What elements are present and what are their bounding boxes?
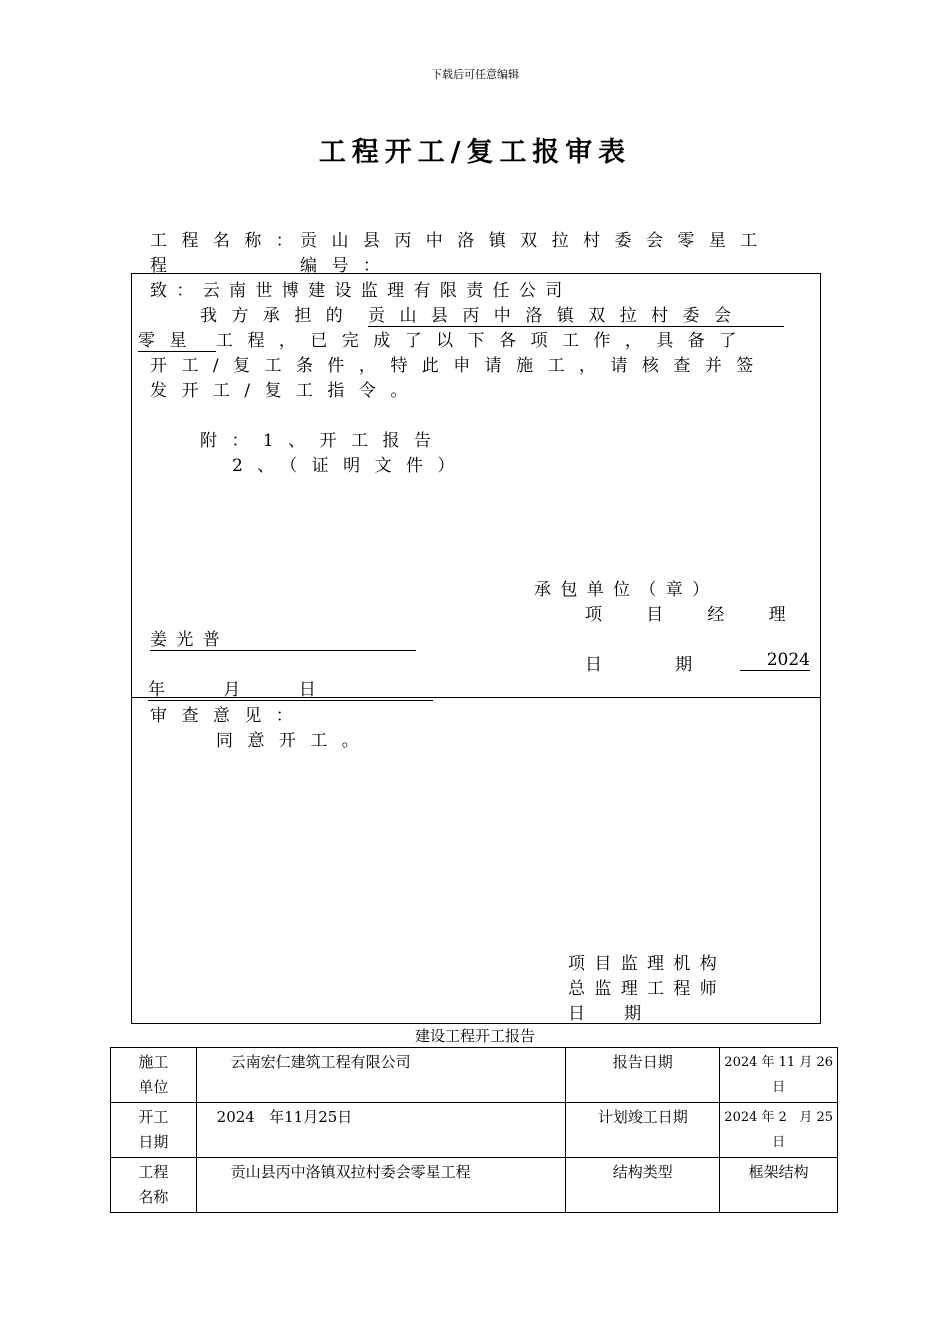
pm-name: 姜光普 bbox=[150, 625, 416, 651]
project-underlined-2: 零星 bbox=[138, 326, 216, 352]
report-table bbox=[110, 1047, 838, 1213]
addressee: 致：云南世博建设监理有限责任公司 bbox=[150, 281, 572, 301]
row-value-2-cont: 日 bbox=[772, 1080, 786, 1095]
row-value-2: 框架结构 bbox=[748, 1163, 809, 1181]
project-name-value: 贡山县丙中洛镇双拉村委会零星工 bbox=[300, 231, 772, 251]
project-name-label: 工程名称： bbox=[150, 231, 308, 251]
row-label: 开工 bbox=[138, 1108, 169, 1126]
row-value-2-cont: 日 bbox=[772, 1135, 786, 1150]
date-year: 2024 bbox=[740, 650, 810, 671]
row-label: 单位 bbox=[138, 1078, 169, 1096]
body-line-1: 工程，已完成了以下各项工作，具备了 bbox=[216, 331, 751, 351]
review-label: 审查意见： bbox=[150, 706, 308, 726]
row-label-2: 结构类型 bbox=[612, 1163, 673, 1181]
attachment-1: 附：1、开工报告 bbox=[200, 431, 446, 451]
header-note: 下载后可任意编辑 bbox=[431, 68, 519, 81]
report-title: 建设工程开工报告 bbox=[414, 1027, 535, 1045]
row-label: 工程 bbox=[138, 1163, 169, 1181]
row-label: 日期 bbox=[138, 1133, 169, 1151]
row-label-2: 计划竣工日期 bbox=[597, 1108, 688, 1126]
row-value-2: 2024 年 2 月 25 bbox=[724, 1110, 833, 1125]
intro-text: 我方承担的 bbox=[200, 306, 358, 326]
body-line-2: 开工/复工条件，特此申请施工，请核查并签 bbox=[150, 356, 768, 376]
attachment-2: 2、（证明文件） bbox=[232, 456, 469, 476]
row-value: 2024 年11月25日 bbox=[216, 1108, 353, 1126]
table-row bbox=[111, 1158, 838, 1213]
project-underlined-1: 贡山县丙中洛镇双拉村委会 bbox=[368, 301, 784, 327]
project-number-label: 编号： bbox=[300, 256, 395, 276]
project-name-value-cont: 程 bbox=[150, 256, 167, 276]
row-value-2: 2024 年 11 月 26 bbox=[724, 1055, 833, 1070]
date-rest: 年 月 日 bbox=[148, 675, 433, 701]
date-label: 日期 bbox=[585, 655, 766, 675]
review-date: 日期 bbox=[568, 1004, 681, 1024]
table-row bbox=[111, 1048, 838, 1103]
row-label-2: 报告日期 bbox=[612, 1053, 673, 1071]
table-row bbox=[111, 1103, 838, 1158]
page-title: 工程开工/复工报审表 bbox=[318, 137, 632, 168]
pm-label: 项目经理 bbox=[585, 605, 830, 625]
supervision-org: 项目监理机构 bbox=[568, 954, 727, 974]
row-value: 云南宏仁建筑工程有限公司 bbox=[230, 1053, 411, 1071]
row-value: 贡山县丙中洛镇双拉村委会零星工程 bbox=[230, 1163, 471, 1181]
contractor-seal: 承包单位（章） bbox=[534, 580, 719, 600]
body-line-3: 发开工/复工指令。 bbox=[150, 381, 422, 401]
row-label: 名称 bbox=[138, 1188, 169, 1206]
row-label: 施工 bbox=[138, 1053, 169, 1071]
chief-engineer: 总监理工程师 bbox=[568, 979, 727, 999]
review-opinion: 同意开工。 bbox=[216, 731, 374, 751]
